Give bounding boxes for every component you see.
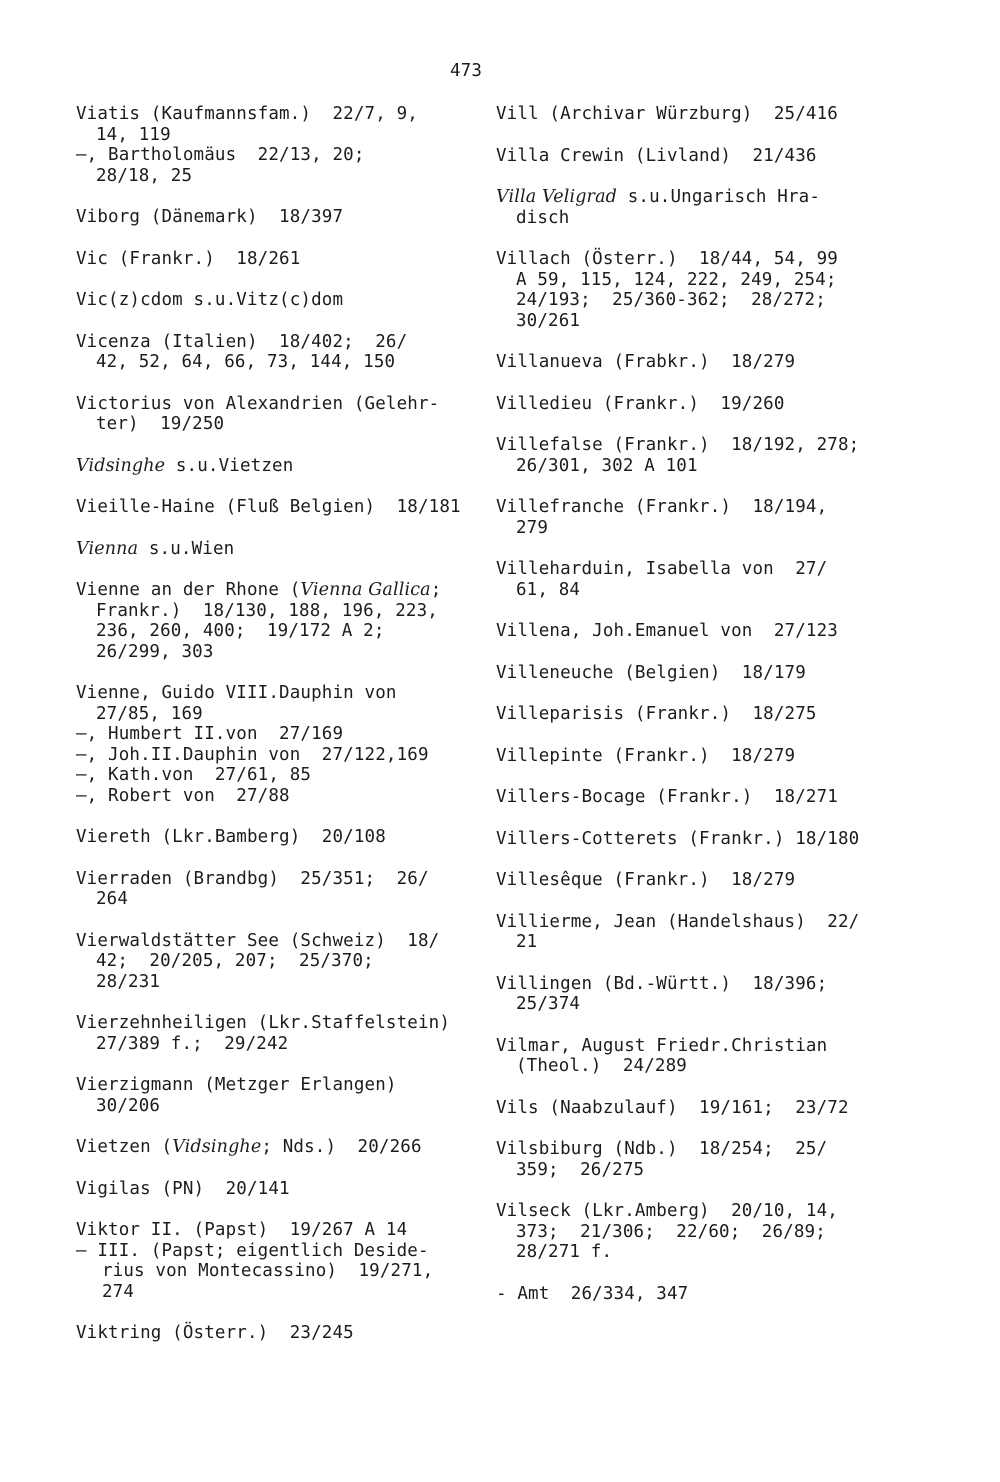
- page-number: 473: [450, 61, 483, 81]
- index-entry: [76, 931, 476, 993]
- index-entry: [496, 787, 916, 808]
- entry-line: - Amt 26/334, 347: [496, 1283, 689, 1304]
- entry-line: (Theol.) 24/289: [516, 1056, 687, 1076]
- index-entry: [496, 497, 916, 538]
- index-entry: [496, 104, 916, 125]
- italic-term: Villa Veligrad: [496, 187, 618, 207]
- entry-line: Villa Crewin (Livland) 21/436: [496, 145, 817, 166]
- index-column-right: [496, 104, 916, 1325]
- entry-line: Vilseck (Lkr.Amberg) 20/10, 14,: [496, 1201, 838, 1221]
- entry-line: Vic(z)cdom s.u.Vitz(c)dom: [76, 290, 344, 310]
- entry-line: 26/299, 303: [96, 641, 214, 662]
- entry-line: Villefalse (Frankr.) 18/192, 278;: [496, 435, 860, 455]
- index-entry: [496, 912, 916, 953]
- index-entry: [496, 249, 916, 331]
- entry-line: 28/18, 25: [96, 165, 193, 186]
- index-entry: [76, 580, 476, 662]
- index-entry: [76, 394, 476, 435]
- entry-line: Vierraden (Brandbg) 25/351; 26/: [76, 868, 429, 889]
- index-entry: [496, 352, 916, 373]
- entry-line: Vietzen (Vidsinghe; Nds.) 20/266: [76, 1137, 422, 1157]
- entry-line: Villers-Bocage (Frankr.) 18/271: [496, 787, 838, 807]
- entry-line: 42, 52, 64, 66, 73, 144, 150: [96, 352, 396, 372]
- entry-line: Vic (Frankr.) 18/261: [76, 248, 301, 269]
- entry-line: Vilmar, August Friedr.Christian: [496, 1035, 828, 1056]
- entry-line: Villa Veligrad s.u.Ungarisch Hra-: [496, 187, 821, 207]
- entry-line: Vill (Archivar Würzburg) 25/416: [496, 104, 838, 124]
- index-entry: [76, 456, 476, 477]
- entry-line: —, Kath.von 27/61, 85: [76, 765, 312, 785]
- index-entry: [76, 869, 476, 910]
- entry-line: Vienne an der Rhone (Vienna Gallica;: [76, 580, 442, 600]
- entry-line: 359; 26/275: [516, 1159, 645, 1180]
- italic-term: Vidsinghe: [172, 1137, 262, 1157]
- entry-line: 28/271 f.: [516, 1242, 613, 1262]
- entry-line: 26/301, 302 A 101: [516, 455, 698, 476]
- entry-line: Frankr.) 18/130, 188, 196, 223,: [96, 600, 438, 621]
- entry-line: Villeparisis (Frankr.) 18/275: [496, 704, 817, 724]
- entry-line: disch: [516, 207, 570, 228]
- entry-line: Villena, Joh.Emanuel von 27/123: [496, 621, 838, 641]
- entry-line: Villach (Österr.) 18/44, 54, 99: [496, 249, 838, 269]
- entry-line: Vieille-Haine (Fluß Belgien) 18/181: [76, 497, 461, 517]
- index-entry: [496, 1098, 916, 1119]
- entry-line: 236, 260, 400; 19/172 A 2;: [96, 621, 385, 641]
- index-entry: [496, 1036, 916, 1077]
- italic-term: Vidsinghe: [76, 455, 166, 476]
- index-entry: [76, 1075, 476, 1116]
- index-column-left: [76, 104, 476, 1365]
- entry-line: 27/389 f.; 29/242: [96, 1033, 289, 1054]
- entry-line: 274: [102, 1281, 135, 1302]
- entry-line: 30/261: [516, 310, 581, 331]
- entry-line: Vils (Naabzulauf) 19/161; 23/72: [496, 1097, 849, 1118]
- index-entry: [496, 621, 916, 642]
- index-entry: [76, 683, 476, 806]
- index-entry: [76, 1323, 476, 1344]
- entry-line: 24/193; 25/360-362; 28/272;: [516, 290, 826, 310]
- index-entry: [496, 559, 916, 600]
- index-entry: [76, 104, 476, 186]
- entry-line: Villesêque (Frankr.) 18/279: [496, 870, 796, 890]
- entry-line: —, Joh.II.Dauphin von 27/122,169: [76, 744, 429, 765]
- entry-line: Vienne, Guido VIII.Dauphin von: [76, 683, 397, 703]
- index-entry: [76, 249, 476, 270]
- index-entry: [76, 1220, 476, 1302]
- entry-line: Viatis (Kaufmannsfam.) 22/7, 9,: [76, 104, 418, 124]
- entry-line: Victorius von Alexandrien (Gelehr-: [76, 393, 440, 414]
- entry-line: 25/374: [516, 994, 581, 1014]
- entry-line: 61, 84: [516, 579, 581, 600]
- entry-line: Vierzehnheiligen (Lkr.Staffelstein): [76, 1013, 451, 1033]
- index-entry: [496, 1201, 916, 1263]
- entry-line: A 59, 115, 124, 222, 249, 254;: [516, 269, 837, 290]
- index-entry: [496, 1139, 916, 1180]
- index-entry: [496, 394, 916, 415]
- index-entry: [496, 704, 916, 725]
- entry-line: 27/85, 169: [96, 703, 203, 724]
- entry-line: — III. (Papst; eigentlich Deside-: [76, 1240, 429, 1261]
- entry-line: —, Humbert II.von 27/169: [76, 724, 344, 744]
- index-entry: [496, 435, 916, 476]
- entry-line: 373; 21/306; 22/60; 26/89;: [516, 1221, 826, 1242]
- index-entry: [76, 827, 476, 848]
- entry-line: Vicenza (Italien) 18/402; 26/: [76, 331, 408, 352]
- entry-line: Vidsinghe s.u.Vietzen: [76, 455, 294, 476]
- entry-line: Villefranche (Frankr.) 18/194,: [496, 497, 828, 517]
- entry-line: Vierzigmann (Metzger Erlangen): [76, 1075, 397, 1095]
- entry-line: 21: [516, 932, 538, 952]
- index-entry: [496, 1284, 916, 1305]
- index-entry: [496, 829, 916, 850]
- entry-line: 28/231: [96, 971, 161, 992]
- entry-line: Viktor II. (Papst) 19/267 A 14: [76, 1220, 408, 1240]
- index-entry: [496, 146, 916, 167]
- index-entry: [76, 207, 476, 228]
- entry-line: Villers-Cotterets (Frankr.) 18/180: [496, 828, 860, 849]
- index-entry: [76, 539, 476, 560]
- entry-line: Viktring (Österr.) 23/245: [76, 1323, 354, 1343]
- entry-line: Villeharduin, Isabella von 27/: [496, 559, 828, 579]
- entry-line: Villedieu (Frankr.) 19/260: [496, 393, 785, 414]
- entry-line: 264: [96, 889, 129, 909]
- index-entry: [496, 663, 916, 684]
- index-entry: [76, 1013, 476, 1054]
- entry-line: Villingen (Bd.-Württ.) 18/396;: [496, 973, 828, 994]
- index-entry: [76, 332, 476, 373]
- index-entry: [76, 1179, 476, 1200]
- italic-term: Vienna: [76, 538, 139, 559]
- entry-line: Villierme, Jean (Handelshaus) 22/: [496, 911, 860, 932]
- entry-line: 279: [516, 517, 549, 538]
- entry-line: —, Robert von 27/88: [76, 785, 290, 806]
- entry-line: ter) 19/250: [96, 414, 225, 434]
- index-entry: [76, 290, 476, 311]
- entry-line: Villanueva (Frabkr.) 18/279: [496, 352, 796, 372]
- italic-term: Vienna Gallica: [300, 580, 431, 600]
- entry-line: rius von Montecassino) 19/271,: [102, 1261, 434, 1281]
- entry-line: Vierwaldstätter See (Schweiz) 18/: [76, 930, 440, 951]
- entry-line: Villeneuche (Belgien) 18/179: [496, 662, 806, 683]
- index-entry: [496, 974, 916, 1015]
- entry-line: Villepinte (Frankr.) 18/279: [496, 745, 796, 766]
- entry-line: Vienna s.u.Wien: [76, 538, 235, 559]
- entry-line: 42; 20/205, 207; 25/370;: [96, 951, 374, 971]
- index-entry: [76, 497, 476, 518]
- index-entry: [496, 187, 916, 228]
- index-entry: [496, 746, 916, 767]
- entry-line: Vilsbiburg (Ndb.) 18/254; 25/: [496, 1139, 828, 1159]
- index-entry: [496, 870, 916, 891]
- entry-line: Viereth (Lkr.Bamberg) 20/108: [76, 827, 386, 847]
- entry-line: 30/206: [96, 1095, 161, 1116]
- entry-line: Vigilas (PN) 20/141: [76, 1178, 290, 1199]
- entry-line: 14, 119: [96, 124, 171, 145]
- index-entry: [76, 1137, 476, 1158]
- entry-line: Viborg (Dänemark) 18/397: [76, 207, 344, 227]
- entry-line: —, Bartholomäus 22/13, 20;: [76, 145, 365, 165]
